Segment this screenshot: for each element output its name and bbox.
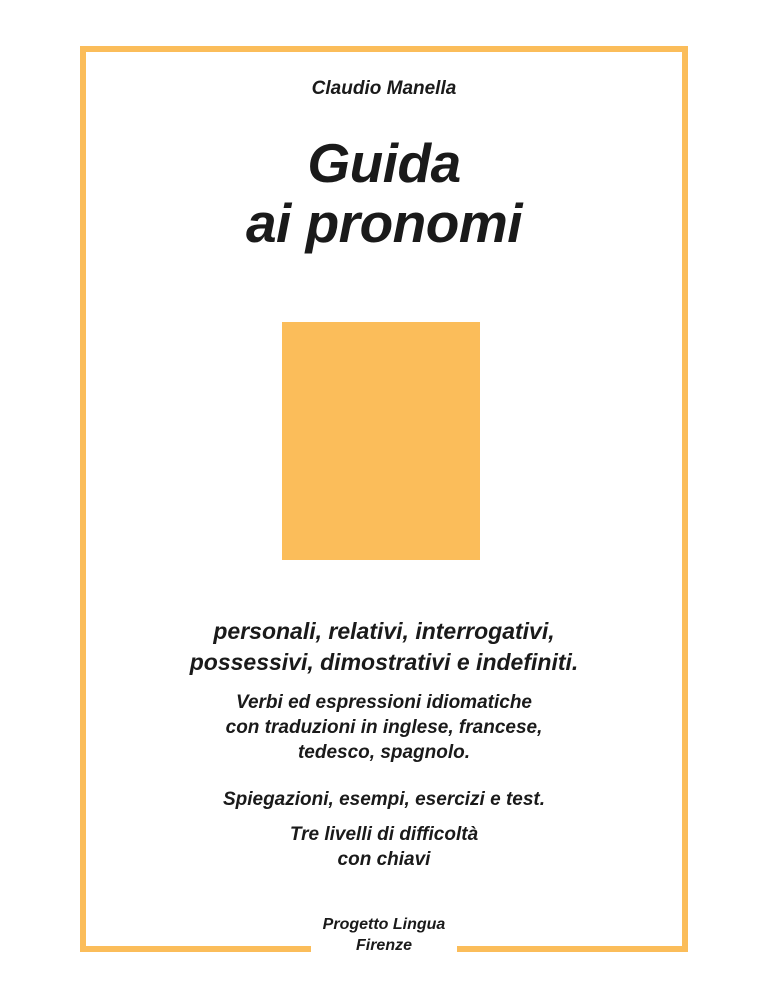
cover-accent-square bbox=[282, 322, 480, 560]
levels-block bbox=[0, 822, 768, 872]
features-line: Spiegazioni, esempi, esercizi e test. bbox=[222, 789, 546, 810]
publisher-city: Firenze bbox=[355, 937, 412, 954]
levels-line-1: Tre livelli di difficoltà bbox=[289, 824, 479, 845]
description-block bbox=[0, 690, 768, 765]
publisher-block bbox=[0, 914, 768, 958]
description-line-2: con traduzioni in inglese, francese, bbox=[225, 717, 543, 738]
levels-line-2: con chiavi bbox=[337, 849, 431, 870]
book-title bbox=[0, 133, 768, 253]
publisher-name: Progetto Lingua bbox=[322, 916, 446, 933]
pronoun-types-subtitle bbox=[0, 616, 768, 678]
subtitle-line-1: personali, relativi, interrogativi, bbox=[213, 618, 555, 644]
description-line-1: Verbi ed espressioni idiomatiche bbox=[235, 692, 532, 713]
subtitle-line-2: possessivi, dimostrativi e indefiniti. bbox=[189, 649, 579, 675]
book-title-line-1: Guida bbox=[307, 132, 461, 194]
description-line-3: tedesco, spagnolo. bbox=[297, 742, 471, 763]
book-title-line-2: ai pronomi bbox=[245, 192, 523, 254]
author-name: Claudio Manella bbox=[311, 78, 457, 99]
